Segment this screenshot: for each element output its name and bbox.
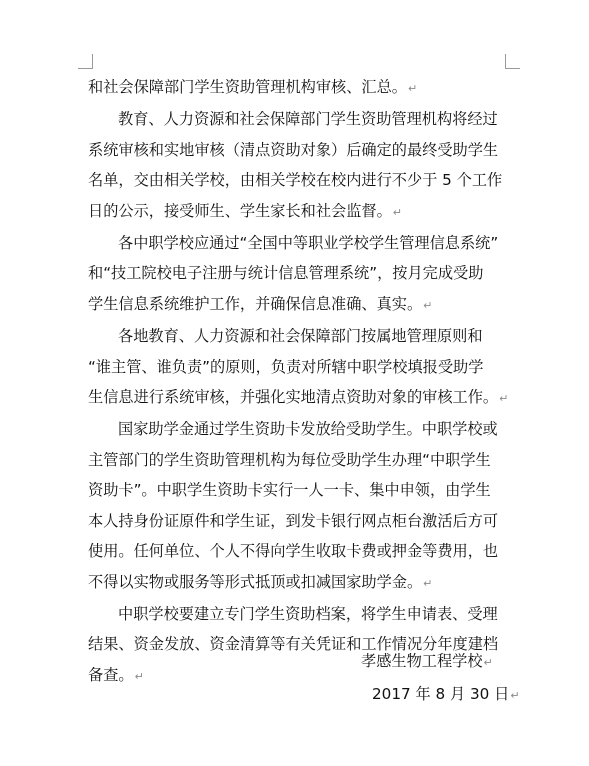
top-right-corner-mark — [505, 54, 520, 69]
paragraph-5 — [88, 414, 513, 598]
paragraph-1 — [88, 72, 513, 104]
paragraph-mark-icon: ↵ — [483, 656, 493, 669]
paragraph-line: 各地教育、人力资源和社会保障部门按属地管理原则和 — [118, 327, 483, 346]
paragraph-line: 本人持身份证原件和学生证，到发卡银行网点柜台激活后方可 — [88, 511, 499, 530]
signature-organization: 孝感生物工程学校↵ — [361, 652, 493, 670]
paragraph-6 — [88, 599, 513, 692]
paragraph-line: 和社会保障部门学生资助管理机构审核、汇总。↵ — [88, 78, 418, 96]
paragraph-mark-icon: ↵ — [134, 669, 144, 683]
paragraph-2 — [88, 104, 513, 228]
paragraph-line: 各中职学校应通过“全国中等职业学校学生管理信息系统” — [118, 234, 499, 253]
paragraph-mark-icon: ↵ — [510, 689, 520, 702]
paragraph-line: 不得以实物或服务等形式抵顶或扣减国家助学金。↵ — [88, 572, 433, 591]
paragraph-line: 结果、资金发放、资金清算等有关凭证和工作情况分年度建档 — [88, 635, 499, 654]
paragraph-mark-icon: ↵ — [499, 392, 509, 406]
paragraph-line: 和“技工院校电子注册与统计信息管理系统”，按月完成受助 — [88, 264, 484, 283]
paragraph-line: 系统审核和实地审核（清点资助对象）后确定的最终受助学生 — [88, 140, 499, 159]
paragraph-line: 中职学校要建立专门学生资助档案，将学生申请表、受理 — [118, 604, 498, 623]
top-left-corner-mark — [78, 54, 93, 69]
paragraph-line: 资助卡”。中职学生资助卡实行一人一卡、集中申领，由学生 — [88, 481, 491, 500]
paragraph-mark-icon: ↵ — [423, 298, 433, 312]
paragraph-line: 备查。↵ — [88, 665, 144, 684]
paragraph-mark-icon: ↵ — [407, 82, 418, 95]
paragraph-line: 学生信息系统维护工作，并确保信息准确、真实。↵ — [88, 294, 433, 313]
paragraph-mark-icon: ↵ — [392, 205, 402, 219]
paragraph-line: 生信息进行系统审核，并强化实地清点资助对象的审核工作。↵ — [88, 388, 509, 407]
signature-date: 2017 年 8 月 30 日↵ — [372, 685, 520, 703]
paragraph-line: 主管部门的学生资助管理机构为每位受助学生办理“中职学生 — [88, 450, 491, 469]
paragraph-line: 教育、人力资源和社会保障部门学生资助管理机构将经过 — [118, 110, 498, 129]
paragraph-line: 使用。任何单位、个人不得向学生收取卡费或押金等费用，也 — [88, 542, 499, 561]
paragraph-line: 国家助学金通过学生资助卡发放给受助学生。中职学校或 — [118, 420, 498, 439]
paragraph-mark-icon: ↵ — [423, 576, 433, 590]
paragraph-line: “谁主管、谁负责”的原则，负责对所辖中职学校填报受助学 — [88, 357, 484, 376]
paragraph-line: 名单，交由相关学校，由相关学校在校内进行不少于 5 个工作 — [88, 171, 503, 190]
document-body[interactable] — [88, 72, 513, 692]
paragraph-4 — [88, 321, 513, 414]
paragraph-line: 日的公示，接受师生、学生家长和社会监督。↵ — [88, 201, 402, 220]
paragraph-3 — [88, 228, 513, 321]
